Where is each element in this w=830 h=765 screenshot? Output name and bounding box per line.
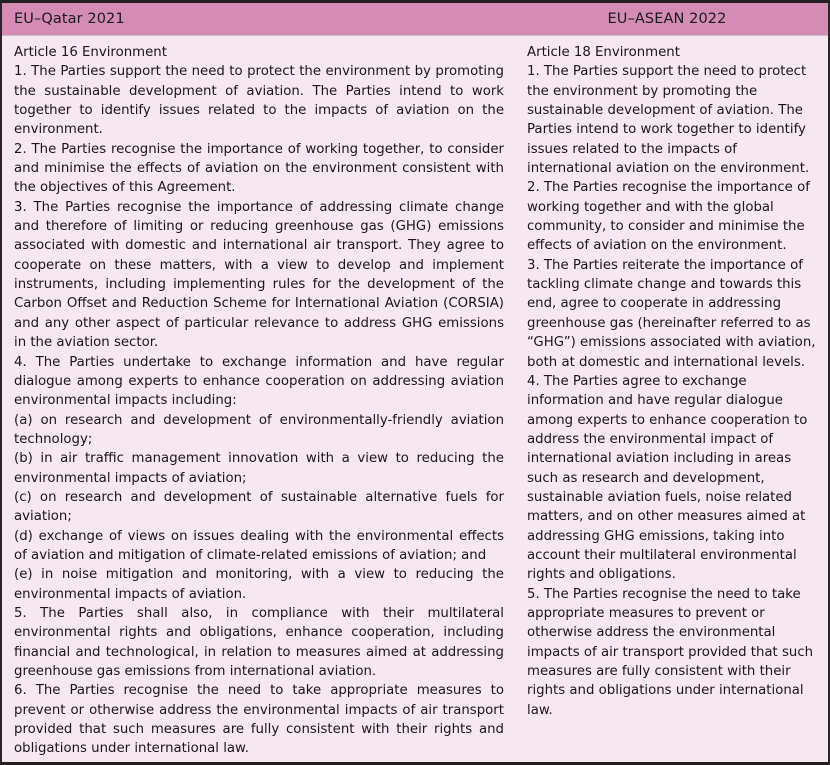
column-header-eu-qatar-2021: EU–Qatar 2021 [14,11,125,27]
article-heading-right: Article 18 Environment [527,45,680,60]
paragraph-6-left: 6. The Parties recognise the need to take appropriate measures to prevent or otherwise address the environmental impacts of air transport provided that such measures are fully consistent with their rights and obligations under international law. [14,683,509,757]
paragraph-4c-left: (c) on research and development of sustainable alternative fuels for aviation; [14,489,509,525]
paragraph-3-left: 3. The Parties recognise the importance of addressing climate change and therefore of limiting or reducing greenhouse gas (GHG) emissions associated with domestic and international air transport. They agree to cooperate on these matters, with a view to develop and implement instruments, including implementing rules for the development of the Carbon Offset and Reduction Scheme for International Aviation (CORSIA) and any other aspect of particular relevance to address GHG emissions in the aviation sector. [14,199,509,351]
article-heading-left: Article 16 Environment [14,45,167,60]
paragraph-1-right: 1. The Parties support the need to protect the environment by promoting the sustainable development of aviation. The Parties intend to work together to identify issues related to the impacts of international aviation on the environment. [527,64,811,177]
paragraph-3-right: 3. The Parties reiterate the importance of tackling climate change and towards this end, agree to cooperate in addressing greenhouse gas (hereinafter referred to as “GHG”) emissions associated with aviation, both at domestic and international levels. [527,257,820,370]
column-body-eu-asean-2022 [516,36,828,762]
table-header-row [2,3,828,36]
paragraph-4-left: 4. The Parties undertake to exchange information and have regular dialogue among experts to enhance cooperation on addressing aviation environmental impacts including: [14,354,509,409]
column-body-eu-qatar-2021 [2,36,516,762]
paragraph-5-right: 5. The Parties recognise the need to take appropriate measures to prevent or otherwise address the environmental impacts of air transport provided that such measures are fully consistent with their rights and obligations under international law. [527,586,818,718]
paragraph-2-left: 2. The Parties recognise the importance of working together, to consider and minimise the effects of aviation on the environment consistent with the objectives of this Agreement. [14,141,509,196]
paragraph-2-right: 2. The Parties recognise the importance of working together and with the global community, to consider and minimise the effects of aviation on the environment. [527,180,815,254]
paragraph-1-left: 1. The Parties support the need to protect the environment by promoting the sustainable development of aviation. The Parties intend to work together to identify issues related to the impacts of aviation on the environment. [14,64,509,138]
column-header-eu-asean-2022: EU–ASEAN 2022 [607,11,727,27]
paragraph-4b-left: (b) in air traffic management innovation with a view to reducing the environmental impacts of aviation; [14,451,509,486]
paragraph-4e-left: (e) in noise mitigation and monitoring, with a view to reducing the environmental impacts of aviation. [14,567,509,602]
paragraph-4a-left: (a) on research and development of environmentally-friendly aviation technology; [14,412,509,447]
paragraph-4-right: 4. The Parties agree to exchange information and have regular dialogue among experts to enhance cooperation to address the environmental impact of international aviation including in areas such as research and development, sustainable aviation fuels, noise related matters, and on other measures aimed at addressing GHG emissions, taking into account their multilateral environmental rights and obligations. [527,373,812,583]
paragraph-5-left: 5. The Parties shall also, in compliance with their multilateral environmental rights and obligations, enhance cooperation, including financial and technological, in relation to measures aimed at addressing greenhouse gas emissions from international aviation. [14,605,509,679]
table-body-row [2,36,828,762]
paragraph-4d-left: (d) exchange of views on issues dealing with the environmental effects of aviation and mitigation of climate-related emissions of aviation; and [14,528,509,563]
